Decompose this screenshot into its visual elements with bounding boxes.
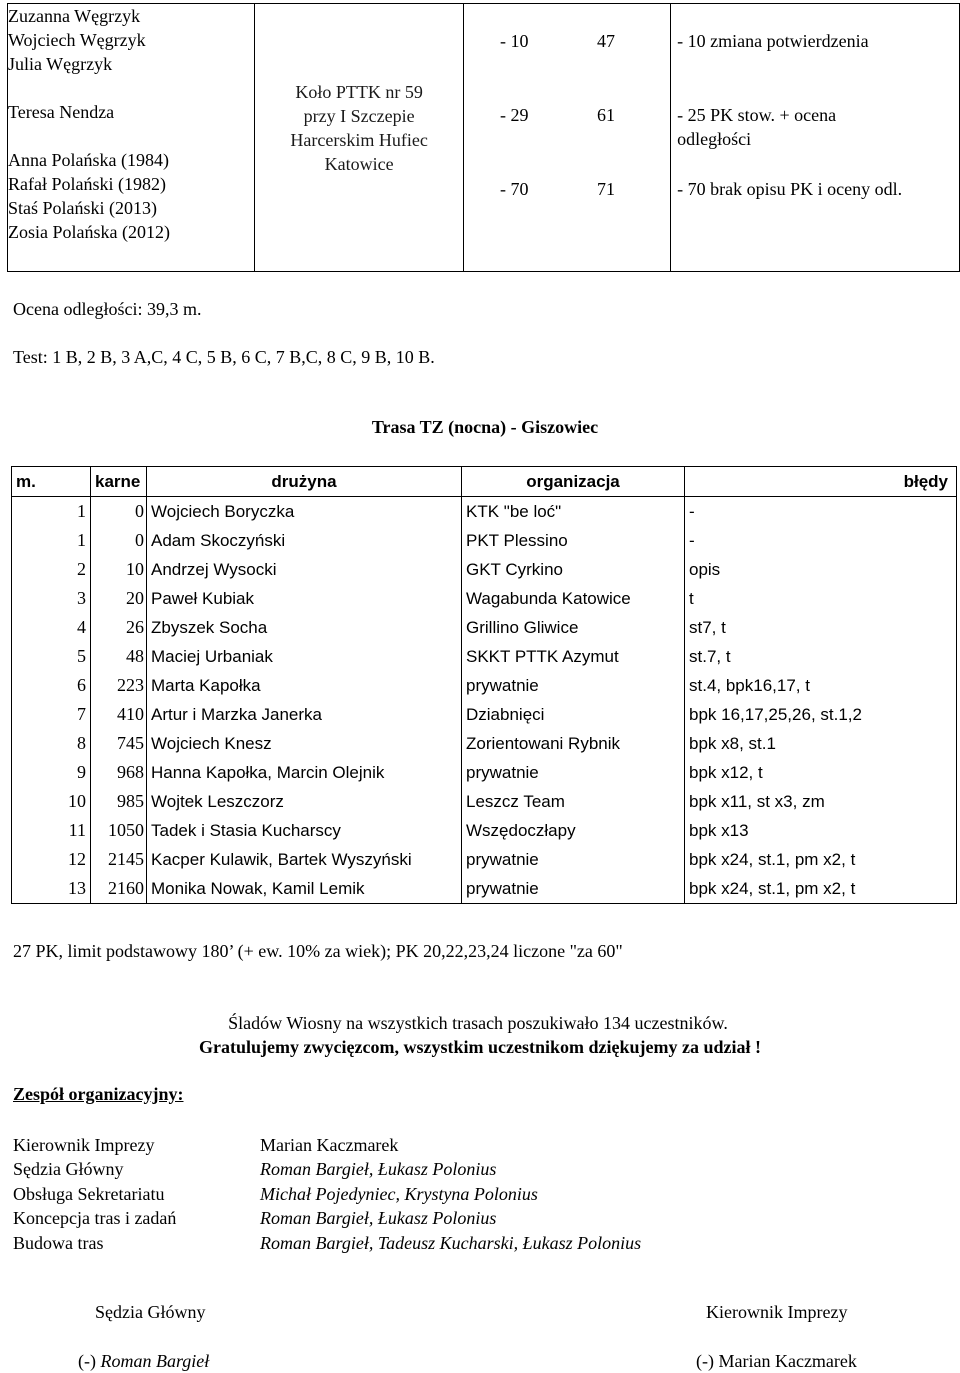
team-role: Obsługa Sekretariatu bbox=[13, 1183, 165, 1204]
result-errors: bpk 16,17,25,26, st.1,2 bbox=[685, 700, 957, 729]
congratulations-line: Gratulujemy zwycięzcom, wszystkim uczestnikom dziękujemy za udział ! bbox=[199, 1037, 761, 1057]
participant-name: Anna Polańska (1984) bbox=[8, 150, 169, 170]
result-penalty: 410 bbox=[91, 700, 147, 729]
result-team: Hanna Kapołka, Marcin Olejnik bbox=[147, 758, 462, 787]
team-member-name: Marian Kaczmarek bbox=[260, 1135, 399, 1155]
result-organization: Wszędoczłapy bbox=[462, 816, 685, 845]
test-answers: Test: 1 B, 2 B, 3 A,C, 4 C, 5 B, 6 C, 7 B,C, 8 C, 9 B, 10 B. bbox=[13, 347, 435, 367]
note-text: - 70 brak opisu PK i oceny odl. bbox=[677, 179, 903, 199]
result-errors: - bbox=[685, 526, 957, 555]
result-errors: bpk x24, st.1, pm x2, t bbox=[685, 845, 957, 874]
name-group bbox=[8, 4, 254, 76]
note-row bbox=[671, 4, 959, 78]
name-group bbox=[8, 100, 254, 124]
column-header-errors: błędy bbox=[685, 467, 957, 497]
result-organization: Grillino Gliwice bbox=[462, 613, 685, 642]
column-header-team: drużyna bbox=[147, 467, 462, 497]
table-row bbox=[12, 874, 957, 904]
team-role: Budowa tras bbox=[13, 1232, 104, 1253]
participant-name: Julia Węgrzyk bbox=[8, 54, 113, 74]
penalty-value: - 10 bbox=[500, 31, 529, 51]
result-organization: prywatnie bbox=[462, 671, 685, 700]
result-team: Artur i Marzka Janerka bbox=[147, 700, 462, 729]
result-team: Zbyszek Socha bbox=[147, 613, 462, 642]
result-penalty: 0 bbox=[91, 526, 147, 555]
team-member-name: Michał Pojedyniec, Krystyna Polonius bbox=[260, 1183, 538, 1204]
team-roles bbox=[13, 1133, 176, 1255]
team-member-name: Roman Bargieł, Łukasz Polonius bbox=[260, 1208, 497, 1229]
column-header-penalty: karne bbox=[91, 467, 147, 497]
results-table bbox=[11, 466, 957, 904]
result-place: 11 bbox=[12, 816, 91, 845]
team-role: Sędzia Główny bbox=[13, 1159, 124, 1180]
team-role: Koncepcja tras i zadań bbox=[13, 1208, 177, 1229]
result-organization: GKT Cyrkino bbox=[462, 555, 685, 584]
table-row bbox=[12, 758, 957, 787]
score-row bbox=[464, 78, 670, 153]
result-organization: Zorientowani Rybnik bbox=[462, 729, 685, 758]
score-cell bbox=[464, 4, 671, 272]
team-role: Kierownik Imprezy bbox=[13, 1135, 155, 1155]
result-penalty: 10 bbox=[91, 555, 147, 584]
signature-left-title: Sędzia Główny bbox=[95, 1302, 206, 1322]
team-member-name: Roman Bargieł, Łukasz Polonius bbox=[260, 1159, 497, 1180]
result-team: Monika Nowak, Kamil Lemik bbox=[147, 874, 462, 904]
signature-right-title: Kierownik Imprezy bbox=[706, 1302, 848, 1322]
result-penalty: 2145 bbox=[91, 845, 147, 874]
result-organization: Leszcz Team bbox=[462, 787, 685, 816]
result-team: Wojciech Knesz bbox=[147, 729, 462, 758]
result-errors: bpk x13 bbox=[685, 816, 957, 845]
score-row bbox=[464, 4, 670, 78]
results-header-row bbox=[12, 467, 957, 497]
result-organization: prywatnie bbox=[462, 758, 685, 787]
result-team: Kacper Kulawik, Bartek Wyszyński bbox=[147, 845, 462, 874]
result-organization: KTK "be loć" bbox=[462, 497, 685, 527]
score-value: 47 bbox=[597, 31, 616, 51]
result-penalty: 223 bbox=[91, 671, 147, 700]
result-errors: st7, t bbox=[685, 613, 957, 642]
result-team: Adam Skoczyński bbox=[147, 526, 462, 555]
note-row bbox=[671, 153, 959, 271]
table-row bbox=[12, 787, 957, 816]
result-errors: bpk x12, t bbox=[685, 758, 957, 787]
result-team: Wojciech Boryczka bbox=[147, 497, 462, 527]
result-penalty: 968 bbox=[91, 758, 147, 787]
note-text: - 10 zmiana potwierdzenia bbox=[677, 31, 869, 51]
table-row bbox=[12, 613, 957, 642]
result-penalty: 745 bbox=[91, 729, 147, 758]
result-organization: Wagabunda Katowice bbox=[462, 584, 685, 613]
route-note: 27 PK, limit podstawowy 180’ (+ ew. 10% za wiek); PK 20,22,23,24 liczone "za 60" bbox=[13, 941, 623, 961]
penalty-value: - 70 bbox=[500, 179, 529, 199]
participant-name: Zuzanna Węgrzyk bbox=[8, 6, 141, 26]
result-place: 10 bbox=[12, 787, 91, 816]
result-penalty: 48 bbox=[91, 642, 147, 671]
team-names bbox=[260, 1133, 641, 1255]
result-organization: Dziabnięci bbox=[462, 700, 685, 729]
result-place: 8 bbox=[12, 729, 91, 758]
result-errors: opis bbox=[685, 555, 957, 584]
table-row bbox=[12, 555, 957, 584]
result-errors: bpk x11, st x3, zm bbox=[685, 787, 957, 816]
table-row bbox=[12, 729, 957, 758]
notes-cell bbox=[671, 4, 960, 272]
team-member-name: Roman Bargieł, Tadeusz Kucharski, Łukasz Polonius bbox=[260, 1232, 642, 1253]
result-errors: st.7, t bbox=[685, 642, 957, 671]
note-text: - 25 PK stow. + ocena odległości bbox=[677, 105, 837, 149]
result-place: 4 bbox=[12, 613, 91, 642]
result-organization: SKKT PTTK Azymut bbox=[462, 642, 685, 671]
result-penalty: 1050 bbox=[91, 816, 147, 845]
table-row bbox=[12, 526, 957, 555]
table-row bbox=[12, 671, 957, 700]
organization-cell bbox=[255, 4, 464, 272]
score-row bbox=[464, 153, 670, 271]
result-team: Maciej Urbaniak bbox=[147, 642, 462, 671]
note-row bbox=[671, 78, 959, 153]
table-row bbox=[12, 816, 957, 845]
result-team: Paweł Kubiak bbox=[147, 584, 462, 613]
result-organization: prywatnie bbox=[462, 845, 685, 874]
score-value: 71 bbox=[597, 179, 616, 199]
table-row bbox=[12, 700, 957, 729]
table-row bbox=[12, 584, 957, 613]
result-place: 3 bbox=[12, 584, 91, 613]
distance-rating: Ocena odległości: 39,3 m. bbox=[13, 299, 202, 319]
result-organization: PKT Plessino bbox=[462, 526, 685, 555]
column-header-organization: organizacja bbox=[462, 467, 685, 497]
result-errors: bpk x24, st.1, pm x2, t bbox=[685, 874, 957, 904]
name-group bbox=[8, 148, 254, 244]
result-place: 6 bbox=[12, 671, 91, 700]
result-place: 12 bbox=[12, 845, 91, 874]
participant-name: Staś Polański (2013) bbox=[8, 198, 158, 218]
penalty-value: - 29 bbox=[500, 105, 529, 125]
column-header-place: m. bbox=[12, 467, 91, 497]
result-penalty: 985 bbox=[91, 787, 147, 816]
participant-name: Teresa Nendza bbox=[8, 102, 115, 122]
result-penalty: 0 bbox=[91, 497, 147, 527]
result-place: 1 bbox=[12, 526, 91, 555]
result-team: Wojtek Leszczorz bbox=[147, 787, 462, 816]
result-penalty: 2160 bbox=[91, 874, 147, 904]
result-errors: bpk x8, st.1 bbox=[685, 729, 957, 758]
result-team: Tadek i Stasia Kucharscy bbox=[147, 816, 462, 845]
participant-name: Wojciech Węgrzyk bbox=[8, 30, 146, 50]
result-penalty: 20 bbox=[91, 584, 147, 613]
result-place: 5 bbox=[12, 642, 91, 671]
signature-left-name: Roman Bargieł bbox=[100, 1351, 210, 1371]
signature-right-name: (-) Marian Kaczmarek bbox=[696, 1351, 857, 1371]
result-errors: t bbox=[685, 584, 957, 613]
organization-name: Koło PTTK nr 59 przy I Szczepie Harcerskim Hufiec Katowice bbox=[290, 82, 428, 174]
summary-line: Śladów Wiosny na wszystkich trasach poszukiwało 134 uczestników. bbox=[228, 1013, 728, 1033]
result-team: Andrzej Wysocki bbox=[147, 555, 462, 584]
result-errors: - bbox=[685, 497, 957, 527]
result-penalty: 26 bbox=[91, 613, 147, 642]
signature-left bbox=[78, 1351, 209, 1372]
result-errors: st.4, bpk16,17, t bbox=[685, 671, 957, 700]
table-row bbox=[12, 642, 957, 671]
table-row bbox=[12, 845, 957, 874]
result-place: 13 bbox=[12, 874, 91, 904]
result-team: Marta Kapołka bbox=[147, 671, 462, 700]
score-value: 61 bbox=[597, 105, 616, 125]
signature-left-prefix: (-) bbox=[78, 1351, 101, 1371]
participant-names-cell bbox=[8, 4, 255, 272]
result-place: 2 bbox=[12, 555, 91, 584]
result-place: 1 bbox=[12, 497, 91, 527]
participant-name: Zosia Polańska (2012) bbox=[8, 222, 170, 242]
table-row bbox=[12, 497, 957, 527]
participant-name: Rafał Polański (1982) bbox=[8, 174, 166, 194]
result-place: 7 bbox=[12, 700, 91, 729]
previous-route-results-table bbox=[7, 3, 960, 272]
route-title: Trasa TZ (nocna) - Giszowiec bbox=[371, 417, 599, 437]
result-organization: prywatnie bbox=[462, 874, 685, 904]
result-place: 9 bbox=[12, 758, 91, 787]
organizing-team-heading: Zespół organizacyjny: bbox=[13, 1084, 184, 1104]
